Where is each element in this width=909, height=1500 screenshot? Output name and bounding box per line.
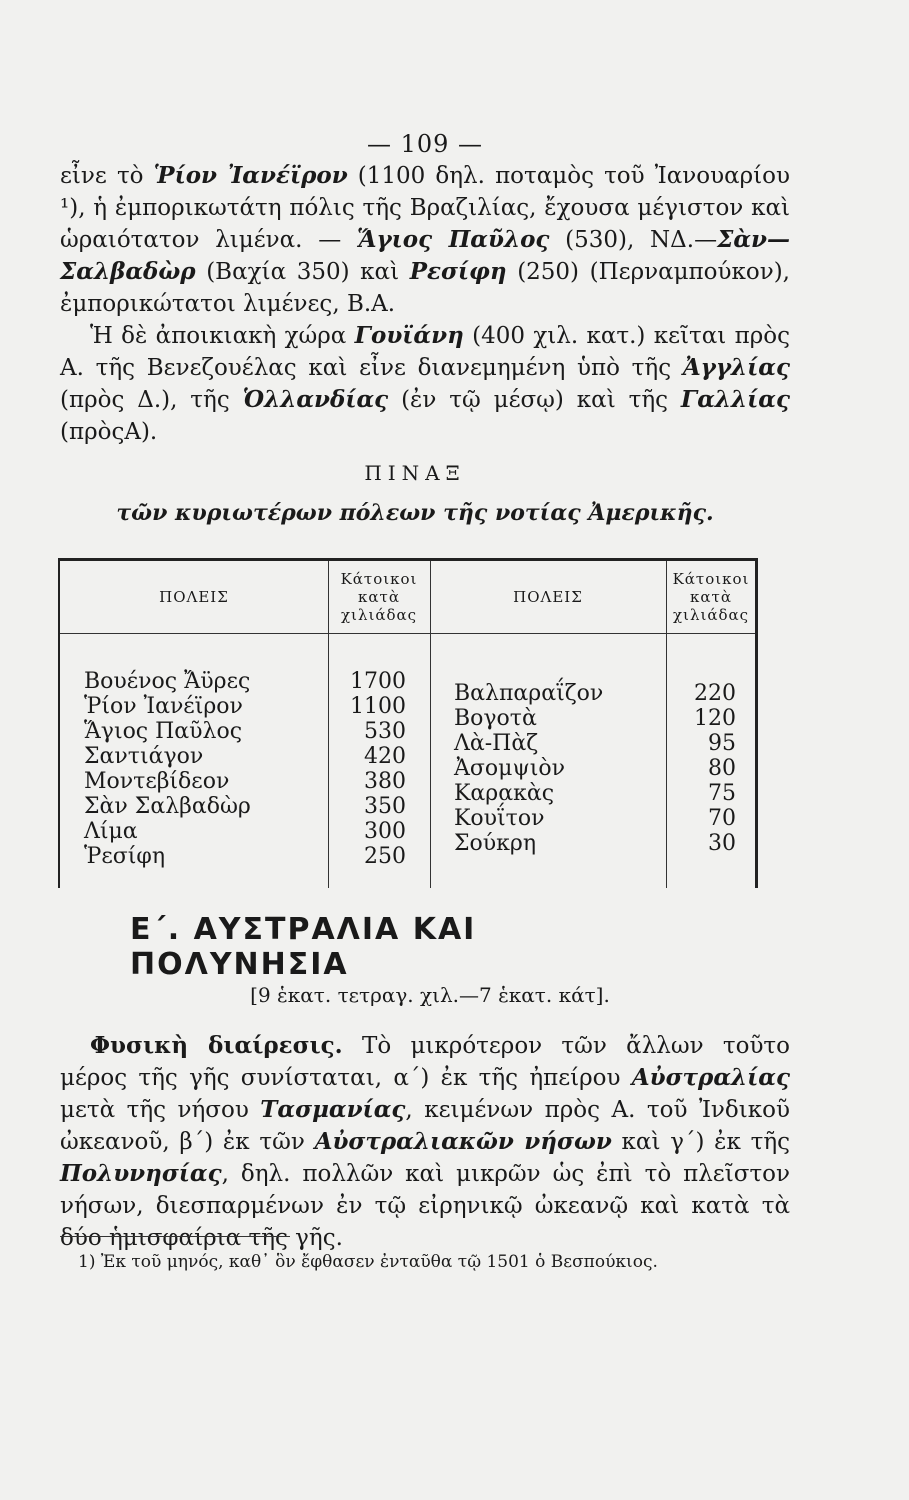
text-run: (πρὸς Δ.), τῆς	[60, 387, 243, 413]
term-polynesia: Πολυνησίας	[60, 1160, 222, 1187]
intro-paragraph	[60, 160, 790, 320]
term-rio: Ῥίον Ἰανέϊρον	[153, 162, 348, 189]
header-population-right	[666, 561, 756, 633]
table-row: Ῥεσίφη	[84, 844, 166, 869]
term-australian-islands: Αὐστραλιακῶν νήσων	[314, 1128, 612, 1155]
term-tasmania: Τασμανίας	[260, 1096, 406, 1123]
term-ollandia: Ὁλλανδίας	[242, 386, 389, 413]
header-population-left	[328, 561, 430, 633]
table-row: Λὰ-Πὰζ	[454, 731, 539, 756]
table-cell: 530	[364, 719, 406, 744]
table-row: Σαντιάγον	[84, 744, 204, 769]
header-divider	[60, 633, 755, 634]
right-population-column	[668, 681, 736, 856]
header-line: Κάτοικοι	[672, 570, 750, 588]
text-run: (Βαχία 350) καὶ	[195, 259, 410, 285]
header-line: χιλιάδας	[340, 606, 418, 624]
table-row: Μοντεβίδεον	[84, 769, 230, 794]
division-paragraph	[60, 1030, 790, 1254]
text-run: Ἡ δὲ ἀποικιακὴ χώρα	[90, 323, 355, 349]
table-cell: 300	[364, 819, 406, 844]
text-run: , κειμένων πρὸς Α. τοῦ Ἰνδικοῦ ὠκεανοῦ, β΄) ἐκ τῶν	[60, 1097, 790, 1155]
text-run: Τὸ μικρότερον τῶν ἄλλων τοῦτο μέρος τῆς γῆς συνίσταται, α΄) ἐκ τῆς ἠπείρου	[60, 1033, 790, 1091]
header-line: κατὰ	[358, 588, 400, 606]
term-san-salvador: Σὰν—Σαλβαδὼρ	[60, 226, 791, 285]
table-row: Σούκρη	[454, 831, 537, 856]
cities-table	[58, 558, 758, 888]
text-run: (530), ΝΔ.—	[549, 227, 718, 253]
header-line: Κάτοικοι	[340, 570, 418, 588]
section-heading: Ε΄. ΑΥΣΤΡΑΛΙΑ ΚΑΙ ΠΟΛΥΝΗΣΙΑ	[130, 912, 477, 982]
header-line: χιλιάδας	[672, 606, 750, 624]
guiana-paragraph	[60, 320, 790, 448]
table-row: Σὰν Σαλβαδὼρ	[84, 794, 251, 819]
table-cell: 75	[708, 781, 736, 806]
area-line: [9 ἑκατ. τετραγ. χιλ.—7 ἑκατ. κάτ].	[250, 983, 610, 1007]
table-row: Βογοτὰ	[454, 706, 537, 731]
table-cell: 380	[364, 769, 406, 794]
table-cell: 30	[708, 831, 736, 856]
term-australia: Αὐστραλίας	[631, 1064, 790, 1091]
footnote: 1) Ἐκ τοῦ μηνός, καθ᾽ ὃν ἔφθασεν ἐνταῦθα τῷ 1501 ὁ Βεσπούκιος.	[78, 1252, 658, 1272]
text-run: καὶ γ΄) ἐκ τῆς	[611, 1129, 790, 1155]
header-cities-left: ΠΟΛΕΙΣ	[159, 588, 229, 606]
header-cities-right: ΠΟΛΕΙΣ	[513, 588, 583, 606]
term-agios-pavlos: Ἅγιος Παῦλος	[356, 226, 550, 253]
table-cell: 95	[708, 731, 736, 756]
table-subtitle: τῶν κυριωτέρων πόλεων τῆς νοτίας Ἀμερικῆς.	[116, 500, 714, 526]
text-run: (ἐν τῷ μέσῳ) καὶ τῆς	[388, 387, 681, 413]
table-cell: 420	[364, 744, 406, 769]
table-cell: 70	[708, 806, 736, 831]
table-row: Κουΐτον	[454, 806, 545, 831]
table-row: Ἀσομψιὸν	[454, 756, 565, 781]
table-cell: 250	[364, 844, 406, 869]
term-resifi: Ρεσίφη	[409, 258, 507, 285]
left-cities-column	[84, 669, 324, 869]
text-run: (πρὸςΑ).	[60, 419, 158, 445]
table-cell: 120	[694, 706, 736, 731]
table-row: Ῥίον Ἰανέϊρον	[84, 694, 243, 719]
table-cell: 220	[694, 681, 736, 706]
term-gallia: Γαλλίας	[680, 386, 790, 413]
left-population-column	[330, 669, 406, 869]
table-row: Καρακὰς	[454, 781, 555, 806]
text-run: (1100 δηλ. ποταμὸς τοῦ Ἰανουαρίου ¹), ἡ ἐμπορικωτάτη πόλις τῆς Βραζιλίας, ἔχουσα μέγιστον καὶ ὡραιότατον λιμένα. —	[60, 163, 790, 253]
right-cities-column	[454, 681, 664, 856]
table-row: Βουένος Ἄϋρες	[84, 669, 251, 694]
table-cell: 1700	[350, 669, 406, 694]
page-number: — 109 —	[366, 130, 484, 158]
term-guyana: Γουϊάνη	[354, 322, 464, 349]
paragraph-label: Φυσικὴ διαίρεσις.	[90, 1032, 343, 1059]
table-cell: 350	[364, 794, 406, 819]
table-row: Λίμα	[84, 819, 138, 844]
table-title: ΠΙΝΑΞ	[364, 461, 466, 485]
header-line: κατὰ	[690, 588, 732, 606]
text-run: μετὰ τῆς νήσου	[60, 1097, 261, 1123]
table-cell: 1100	[350, 694, 406, 719]
table-cell: 80	[708, 756, 736, 781]
text-run: , δηλ. πολλῶν καὶ μικρῶν ὡς ἐπὶ τὸ πλεῖστον νήσων, διεσπαρμένων ἐν τῷ εἰρηνικῷ ὠκεανῷ καὶ κατὰ τὰ δύο ἡμισφαίρια τῆς γῆς.	[60, 1161, 790, 1251]
table-row: Ἅγιος Παῦλος	[84, 719, 243, 744]
footnote-rule	[60, 1236, 290, 1237]
text-run: (400 χιλ. κατ.) κεῖται πρὸς Α. τῆς Βενεζουέλας καὶ εἶνε διανεμημένη ὑπὸ τῆς	[60, 323, 791, 381]
text-run: (250) (Περναμπούκον), ἐμπορικώτατοι λιμένες, Β.Α.	[60, 259, 790, 317]
text-run: εἶνε τὸ	[60, 163, 154, 189]
table-row: Βαλπαραΐζον	[454, 681, 604, 706]
term-anglia: Ἀγγλίας	[682, 354, 790, 381]
